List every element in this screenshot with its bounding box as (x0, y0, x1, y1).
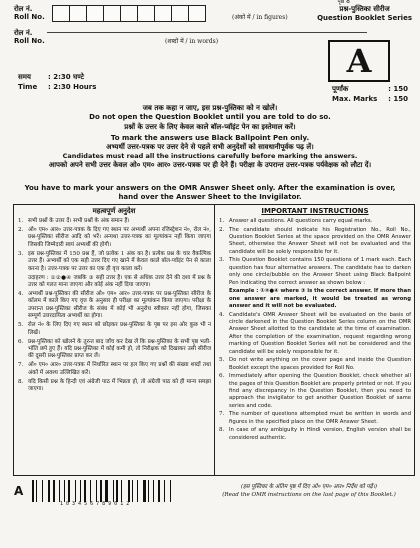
barcode-bar (53, 480, 56, 502)
english-instructions-title: IMPORTANT INSTRUCTIONS (261, 207, 369, 215)
barcode-bar (161, 480, 164, 502)
barcode-bar (45, 480, 47, 502)
roll-no-boxes[interactable] (52, 5, 205, 22)
barcode-bar (148, 480, 149, 502)
barcode-bar (82, 480, 83, 502)
barcode-bar (123, 480, 126, 502)
barcode-bar (98, 480, 99, 502)
in-figures-label: (अंकों में / in figures) (232, 14, 288, 21)
list-item: Example : ①②●④ where ③ is the correct answer. If more than one answer are marked, it would be treated as wrong answer and it will not be evaluated. (229, 288, 411, 310)
headline-hi-4: आपको अपने सभी उत्तर केवल ओ० एम० आर० उत्तर-पत्रक पर ही देने हैं। परीक्षा के उपरान्त उत्तर-पत्रक पर्यवेक्षक को लौटा दें। (48, 161, 372, 169)
barcode-bar (114, 480, 115, 502)
barcode-bar (130, 480, 131, 502)
list-item: 1. सभी प्रश्नों के उत्तर दें। सभी प्रश्नों के अंक समान हैं। (18, 218, 130, 224)
headline-en-2: To mark the answers use Black Ballpoint Pen only. (110, 134, 310, 142)
barcode-bar (36, 480, 37, 502)
roll-no-words-line[interactable] (47, 32, 367, 33)
list-item: 2. ओ० एम० आर० उत्तर-पत्रक के दिए गए स्थान पर अभ्यर्थी अपना रजिस्ट्रेशन नं०, रोल नं०, प्रश्न-पुस्तिका सीरीज आदि को भरें। अन्यथा उत्तर-पत्रक का मूल्यांकन नहीं किया जाएगा जिसकी जिम्मेदारी स्वयं अभ्यर्थी की होगी। (18, 227, 211, 248)
barcode-bar (68, 480, 70, 502)
barcode-bar (143, 480, 146, 502)
list-item: 4. Candidate's OMR Answer Sheet will be evaluated on the basis of circle darkened in the Question Booklet Series column on the OMR Answer Sheet allotted to the candidate at the time of examination. After the completion of the examination, request regarding wrong marking of Question Booklet Series will not be considered and the candidate will be solely responsible for it. (219, 311, 411, 355)
hindi-instructions-title: महत्वपूर्ण अनुदेश (92, 207, 136, 215)
barcode-bar (66, 480, 67, 502)
list-item: 6. प्रश्न-पुस्तिका को खोलने के तुरन्त बाद जाँच कर देख लें कि प्रश्न-पुस्तिका के सभी पृष्ठ भली-भाँति छपे हुए हैं। यदि प्रश्न-पुस्तिका में कोई कमी हो, तो निरीक्षक को दिखाकर उसी सीरीज की दूसरी प्रश्न-पुस्तिका प्राप्त कर लें। (18, 338, 211, 360)
barcode-bar (59, 480, 60, 502)
barcode-bar (155, 480, 156, 502)
headline-hi-2: प्रश्नों के उत्तर के लिए केवल काले बॉल-प्वॉइंट पेन का इस्तेमाल करें। (124, 123, 296, 131)
barcode-bar (109, 480, 111, 502)
headline-hi-3: अभ्यर्थी उत्तर-पत्रक पर उत्तर देने से पहले सभी अनुदेशों को सावधानीपूर्वक पढ़ लें। (106, 143, 314, 151)
series-letter-box: A (328, 40, 390, 82)
barcode-bar (139, 480, 141, 502)
booklet-series-title: प्रश्न-पुस्तिका सीरीज Question Booklet Series (317, 5, 412, 22)
barcode-bar (92, 480, 95, 502)
barcode-bar (121, 480, 122, 502)
list-item: 2. The candidate should indicate his Registration No., Roll No., Question Booklet Series at the space provided on the OMR Answer Sheet, otherwise the Answer Sheet will not be evaluated and the candidate will be solely responsible for it. (219, 226, 411, 255)
barcode-bar (170, 480, 171, 502)
in-words-label: (शब्दों में / in words) (165, 38, 219, 45)
list-item: 8. In case of any ambiguity in Hindi version, English version shall be considered authentic. (219, 427, 411, 441)
list-item: 3. इस प्रश्न-पुस्तिका में 150 प्रश्न हैं, जो प्रत्येक 1 अंक का है। प्रत्येक प्रश्न के चार वैकल्पिक उत्तर हैं। अभ्यर्थी को एक सही उत्तर दिए गए खाने में केवल काले बॉल-प्वॉइंट पेन से काला करना है। उत्तर-पत्रक पर उत्तर का एक ही वृत्त काला करें। (18, 250, 211, 272)
page-mark: पृष्ठ 8 (337, 0, 350, 5)
list-item: 7. The number of questions attempted must be written in words and figures in the specified place on the OMR Answer Sheet. (219, 411, 411, 425)
barcode-bar (146, 480, 147, 502)
barcode-bar (75, 480, 76, 502)
barcode-bar (116, 480, 118, 502)
roll-no-words-label: रोल नं. Roll No. (14, 29, 45, 45)
roll-no-label: रोल नं. Roll No. (14, 5, 45, 21)
barcode-bar (90, 480, 91, 502)
footer-series-letter: A (14, 484, 24, 498)
marks-info: पूर्णांक : 150 Max. Marks : 150 (332, 85, 408, 103)
barcode-bar (39, 480, 42, 502)
barcode-bar (172, 480, 173, 502)
barcode-bar (137, 480, 138, 502)
barcode-bar (34, 480, 35, 502)
column-divider (214, 204, 215, 476)
barcode-bar (61, 480, 63, 502)
list-item: 5. Do not write anything on the cover page and inside the Question Booklet except the spaces provided for Roll No. (219, 357, 411, 371)
list-item: 8. यदि किसी प्रश्न के हिन्दी एवं अंग्रेजी पाठ में भिन्नता हो, तो अंग्रेजी पाठ को ही मान्य समझा जाएगा। (18, 378, 211, 393)
list-item: उदाहरण : ①②●④ जबकि ③ सही उत्तर है। एक से अधिक उत्तर देने की दशा में प्रश्न के उत्तर को गलत माना जाएगा और कोई अंक नहीं दिया जाएगा। (28, 274, 211, 289)
footer-note: (इस पुस्तिका के अंतिम पृष्ठ में दिए ओ० एम० आर० निर्देश को पढ़ें।) (Read the OMR instructions on the last page of this Booklet.) (222, 484, 396, 498)
headline-en-4: You have to mark your answers on the OMR Answer Sheet only. After the examination is over, hand over the Answer Sheet to the Invigilator. (24, 184, 396, 201)
headline-en-3: Candidates must read all the instructions carefully before marking the answers. (62, 152, 358, 160)
barcode-bar (42, 480, 43, 502)
list-item: 7. ओ० एम० आर० उत्तर-पत्रक में निर्धारित स्थान पर हल किए गए प्रश्नों की संख्या शब्दों तथा अंकों में अवश्य उल्लिखित करें। (18, 362, 211, 376)
barcode-bar (84, 480, 86, 502)
list-item: 1. Answer all questions. All questions carry equal marks. (219, 218, 373, 224)
list-item: 5. रोल नं० के लिए दिए गए स्थान को छोड़कर प्रश्न-पुस्तिका के पृष्ठ पर इस ओर कुछ भी न लिखें। (18, 322, 211, 336)
barcode-bar (153, 480, 154, 502)
barcode-bar (132, 480, 133, 502)
barcode-bar (77, 480, 79, 502)
barcode-bar (105, 480, 108, 502)
english-instructions (219, 218, 411, 443)
headline-en-1: Do not open the Question Booklet until you are told to do so. (89, 113, 331, 121)
barcode (32, 480, 192, 502)
barcode-number: 1 0 3 4 5 6 7 8 9 0 1 2 (60, 501, 130, 507)
headline-hi-1: जब तक कहा न जाए, इस प्रश्न-पुस्तिका को न खोलें। (142, 104, 278, 112)
hindi-instructions (18, 218, 211, 395)
barcode-bar (100, 480, 102, 502)
barcode-bar (51, 480, 52, 502)
list-item: 4. अभ्यर्थी प्रश्न-पुस्तिका की सीरीज ओ० एम० आर० उत्तर-पत्रक पर प्रश्न-पुस्तिका सीरीज के कॉलम में काले किए गए वृत्त के अनुसार ही परीक्षा का मूल्यांकन किया जाएगा। परीक्षा के उपरान्त प्रश्न-पुस्तिका सीरीज के संबंध में कोई भी अनुरोध स्वीकार नहीं होगा, जिसका सम्पूर्ण उत्तरदायित्व अभ्यर्थी का होगा। (18, 291, 211, 320)
list-item: 3. This Question Booklet contains 150 questions of 1 mark each. Each question has four alternative answers. The candidate has to darken only one circle/bubble on the Answer Sheet using Black Ballpoint Pen indicating the correct answer as shown below : (219, 257, 411, 286)
barcode-bar (164, 480, 165, 502)
time-info: समय : 2:30 घण्टे Time : 2:30 Hours (18, 73, 97, 91)
list-item: 6. Immediately after opening the Question Booklet, check whether all the pages of this Question Booklet are properly printed or not. If you find any discrepancy in the Question Booklet, then you need to approach the invigilator to get another Question Booklet of same series and code. (219, 373, 411, 409)
barcode-bar (71, 480, 74, 502)
